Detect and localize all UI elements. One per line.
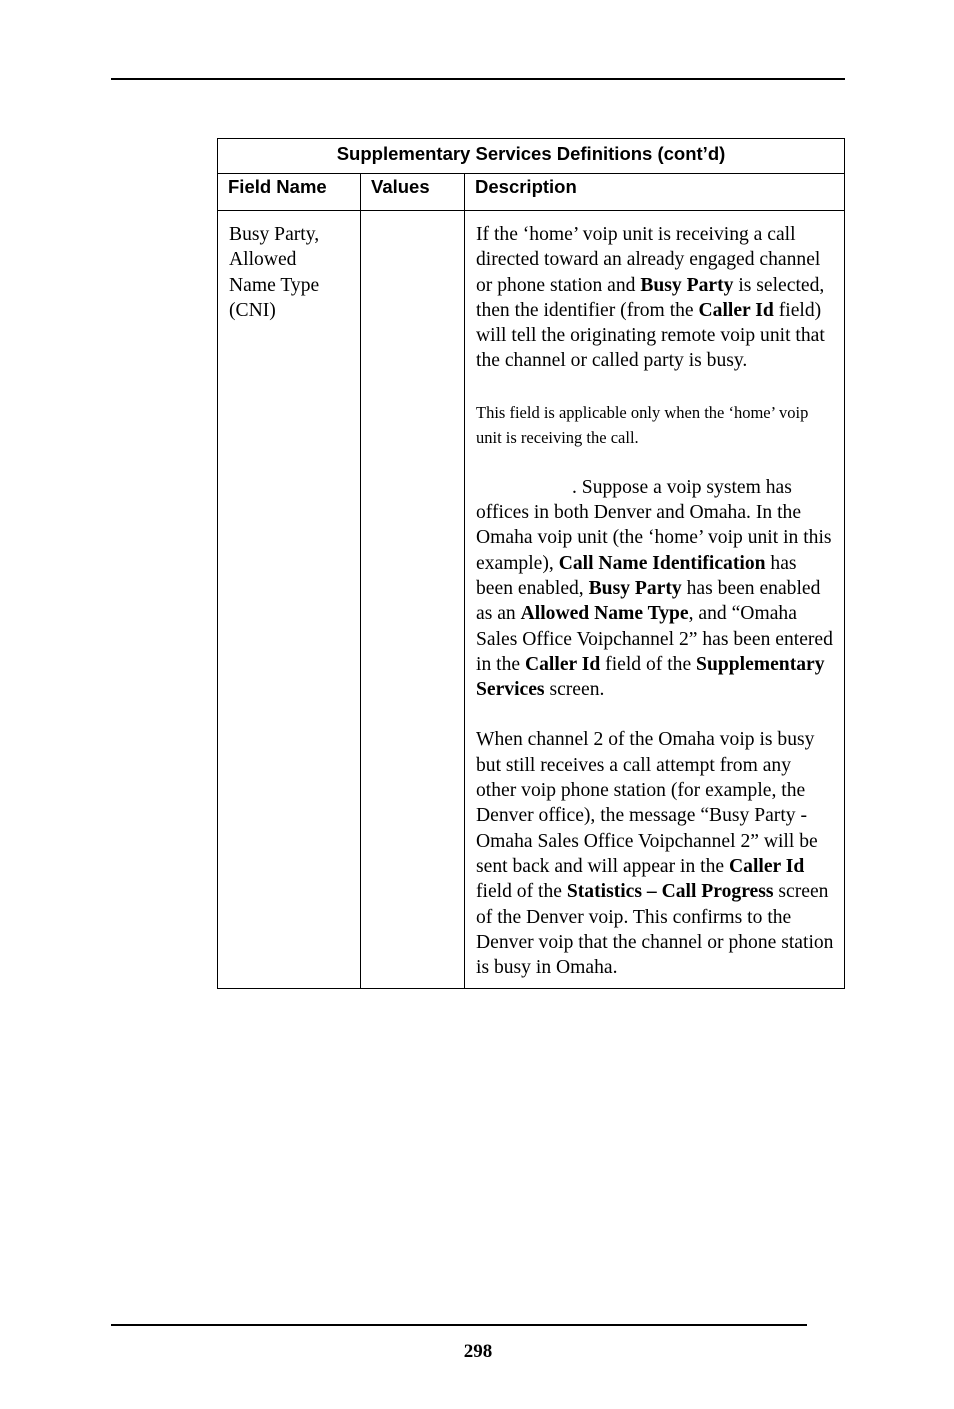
description-paragraph: [476, 222, 834, 374]
table-header-row: [218, 174, 845, 211]
text-run: screen of the Denver voip. This confirms to the Denver voip that the channel or phone station is busy in Omaha.: [476, 881, 834, 979]
bold-term: Caller Id: [729, 855, 805, 877]
text-run: screen.: [544, 679, 605, 701]
text-run: has been enabled,: [476, 552, 797, 599]
values-cell: [361, 211, 465, 989]
field-name-cell: [218, 211, 361, 989]
bold-term: Allowed Name Type: [520, 603, 689, 625]
text-run: field of the: [600, 653, 697, 675]
bold-term: Busy Party: [588, 577, 682, 599]
footer-rule: [111, 1324, 807, 1326]
field-name-line: Busy Party,: [229, 224, 320, 245]
bold-term: Supplementary Services: [476, 653, 825, 701]
description-paragraph: [476, 727, 834, 980]
bold-term: Caller Id: [698, 299, 774, 321]
table-title: Supplementary Services Definitions (cont’d): [218, 139, 845, 174]
field-name-line: Name Type: [229, 274, 320, 296]
header-rule: [111, 78, 845, 80]
definitions-table: [217, 138, 845, 989]
column-header-field-name: Field Name: [218, 174, 361, 211]
example-paragraph: [476, 475, 834, 703]
description-cell: [465, 211, 845, 989]
bold-term: Call Name Identification: [558, 552, 766, 574]
column-header-description: Description: [465, 174, 845, 211]
page-number: 298: [463, 1341, 493, 1362]
text-run: field of the: [476, 881, 567, 903]
bold-term: Busy Party: [640, 274, 734, 296]
text-run: is selected, then the identifier (from the: [476, 274, 825, 321]
text-run: field) will tell the originating remote voip unit that the channel or called party is busy.: [476, 299, 825, 372]
text-run: When channel 2 of the Omaha voip is busy but still receives a call attempt from any other voip phone station (for example, the Denver office), the message “Busy Party - Omaha Sales Office Voipchannel 2” will be sent back and will appear in the: [476, 729, 818, 877]
text-run: . Suppose a voip system has offices in both Denver and Omaha. In the Omaha voip unit (the ‘home’ voip unit in this example),: [476, 476, 832, 574]
text-run: , and “Omaha Sales Office Voipchannel 2” has been entered in the: [476, 603, 833, 675]
table-row: [218, 211, 845, 989]
field-name-line: Allowed: [229, 249, 297, 271]
bold-term: Statistics – Call Progress: [566, 881, 774, 903]
text-run: If the ‘home’ voip unit is receiving a call directed toward an already engaged channel or phone station and: [476, 224, 821, 296]
bold-term: Caller Id: [524, 653, 601, 675]
table-title-row: [218, 139, 845, 174]
field-name-line: (CNI): [229, 299, 276, 321]
text-run: has been enabled as an: [476, 577, 821, 625]
applicability-note: This field is applicable only when the ‘home’ voip unit is receiving the call.: [476, 402, 809, 447]
column-header-values: Values: [361, 174, 465, 211]
